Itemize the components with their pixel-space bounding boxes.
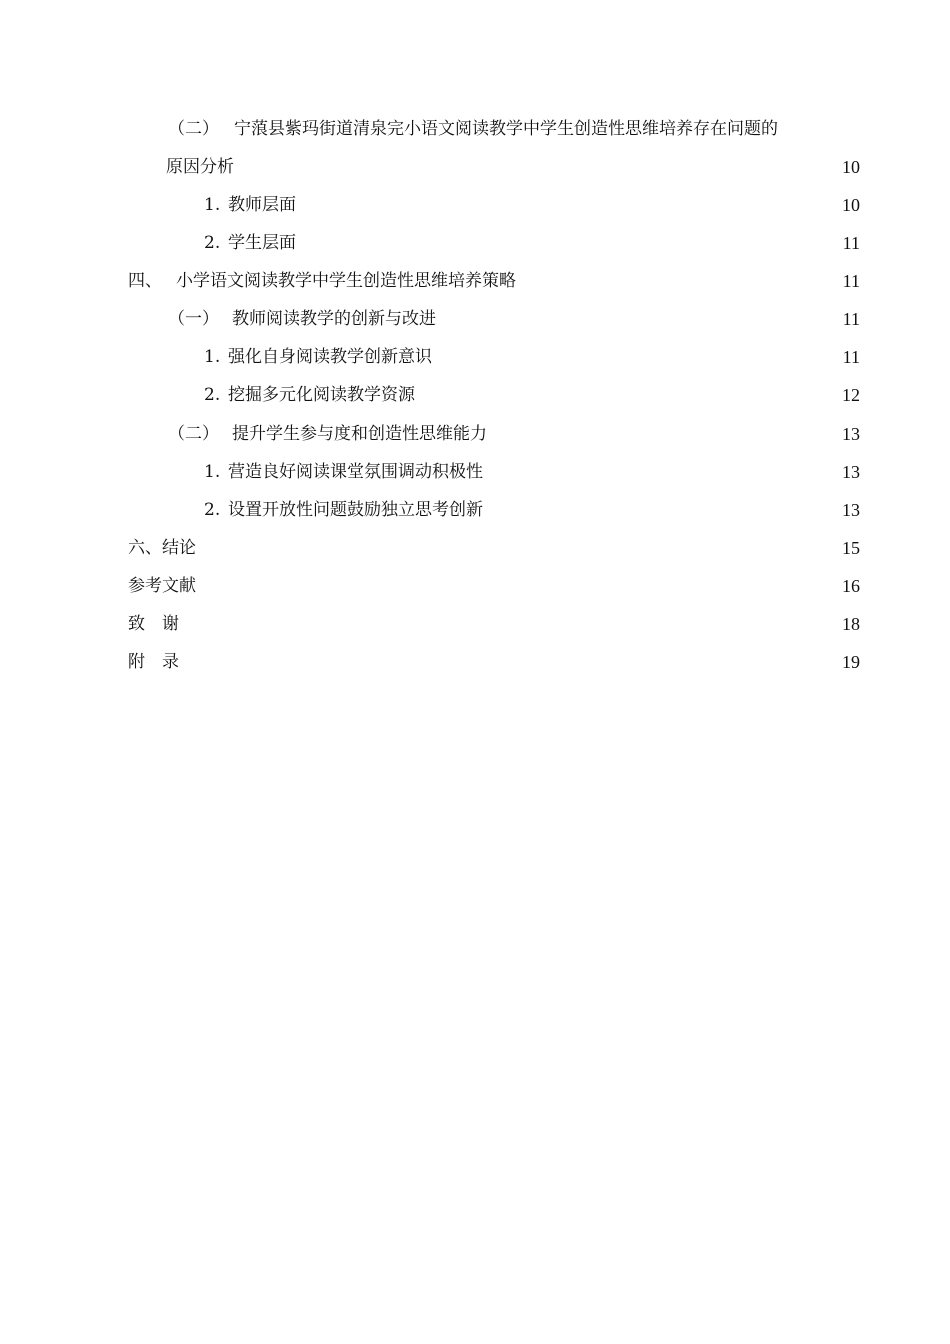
toc-entry — [204, 459, 860, 485]
toc-entry — [204, 192, 860, 218]
toc-title: 提升学生参与度和创造性思维能力 — [232, 424, 487, 444]
toc-entry — [204, 382, 860, 408]
toc-prefix: 2. — [204, 500, 221, 520]
toc-prefix: （二） — [168, 119, 219, 139]
toc-prefix: 1. — [204, 347, 221, 367]
toc-page-number: 13 — [842, 500, 860, 520]
toc-entry — [128, 268, 860, 294]
toc-entry — [128, 573, 860, 599]
toc-title: 六、结论 — [128, 538, 196, 558]
toc-entry — [204, 344, 860, 370]
toc-prefix: 2. — [204, 233, 221, 253]
toc-entry — [128, 649, 860, 675]
toc-title: 教师层面 — [228, 195, 296, 215]
toc-prefix: 2. — [204, 385, 221, 405]
toc-title: 强化自身阅读教学创新意识 — [228, 347, 432, 367]
toc-prefix: 1. — [204, 462, 221, 482]
toc-entry — [168, 421, 860, 447]
toc-title: 挖掘多元化阅读教学资源 — [228, 385, 415, 405]
toc-prefix: （二） — [168, 424, 219, 444]
toc-title: 宁蒗县紫玛街道清泉完小语文阅读教学中学生创造性思维培养存在问题的 — [234, 119, 778, 139]
toc-page-number: 16 — [842, 576, 860, 596]
toc-entry — [168, 306, 860, 332]
toc-page-number: 18 — [842, 614, 860, 634]
toc-page-number: 11 — [842, 233, 860, 253]
toc-page-number: 11 — [842, 271, 860, 291]
toc-page-number: 19 — [842, 652, 860, 672]
toc-page-number: 10 — [842, 195, 860, 215]
toc-entry — [204, 497, 860, 523]
toc-page-number: 13 — [842, 462, 860, 482]
toc-title: 致 谢 — [128, 614, 179, 634]
toc-page-number: 11 — [842, 347, 860, 367]
toc-prefix: 四、 — [128, 271, 162, 291]
toc-entry — [204, 230, 860, 256]
toc-title: 学生层面 — [228, 233, 296, 253]
toc-page-number: 12 — [842, 385, 860, 405]
toc-title: 设置开放性问题鼓励独立思考创新 — [228, 500, 483, 520]
toc-title: 附 录 — [128, 652, 179, 672]
toc-title: 参考文献 — [128, 576, 196, 596]
toc-entry-line1 — [168, 116, 860, 142]
toc-title: 小学语文阅读教学中学生创造性思维培养策略 — [176, 271, 516, 291]
toc-entry — [128, 611, 860, 637]
toc-page-number: 11 — [842, 309, 860, 329]
toc-title-continued: 原因分析 — [166, 157, 234, 177]
toc-title: 营造良好阅读课堂氛围调动积极性 — [228, 462, 483, 482]
toc-prefix: 1. — [204, 195, 221, 215]
toc-entry — [128, 535, 860, 561]
toc-page-number: 10 — [842, 157, 860, 177]
toc-page-number: 15 — [842, 538, 860, 558]
toc-page-number: 13 — [842, 424, 860, 444]
toc-title: 教师阅读教学的创新与改进 — [232, 309, 436, 329]
toc-prefix: （一） — [168, 309, 219, 329]
toc-entry-line2 — [166, 154, 860, 180]
